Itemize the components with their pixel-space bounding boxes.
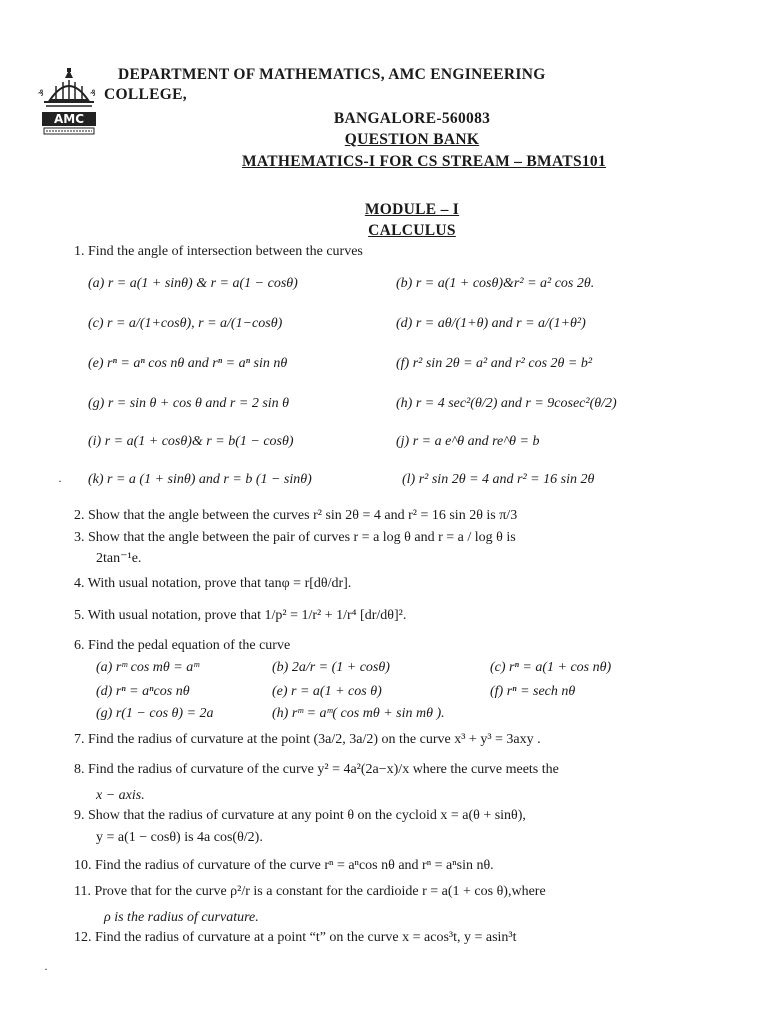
header-city: BANGALORE-560083 — [333, 110, 491, 127]
svg-text:₰: ₰ — [38, 89, 44, 99]
q1-item-a: (a) r = a(1 + sinθ) & r = a(1 − cosθ) — [88, 276, 298, 291]
question-3-line2: 2tan⁻¹e. — [96, 551, 142, 566]
q1-item-k: (k) r = a (1 + sinθ) and r = b (1 − sinθ) — [88, 472, 312, 487]
margin-dot: · — [44, 962, 48, 976]
question-12: 12. Find the radius of curvature at a point “t” on the curve x = acos³t, y = asin³t — [74, 930, 517, 945]
question-9-line1: 9. Show that the radius of curvature at any point θ on the cycloid x = a(θ + sinθ), — [74, 808, 526, 823]
header-question-bank: QUESTION BANK — [344, 131, 480, 148]
question-11-line2: ρ is the radius of curvature. — [104, 910, 259, 925]
q1-item-h: (h) r = 4 sec²(θ/2) and r = 9cosec²(θ/2) — [396, 396, 617, 411]
header-line2: COLLEGE, — [104, 86, 187, 103]
q6-item-a: (a) rᵐ cos mθ = aᵐ — [96, 660, 200, 675]
module-subtitle: CALCULUS — [368, 222, 456, 239]
question-5: 5. With usual notation, prove that 1/p² = 1/r² + 1/r⁴ [dr/dθ]². — [74, 608, 407, 623]
module-title: MODULE – I — [364, 201, 460, 218]
q1-item-j: (j) r = a e^θ and re^θ = b — [396, 434, 540, 449]
header-line1: DEPARTMENT OF MATHEMATICS, AMC ENGINEERING — [118, 66, 546, 83]
q6-item-h: (h) rᵐ = aᵐ( cos mθ + sin mθ ). — [272, 706, 445, 721]
q1-item-d: (d) r = aθ/(1+θ) and r = a/(1+θ²) — [396, 316, 586, 331]
question-2: 2. Show that the angle between the curves r² sin 2θ = 4 and r² = 16 sin 2θ is π/3 — [74, 508, 518, 523]
question-6: 6. Find the pedal equation of the curve — [74, 638, 291, 653]
q6-item-e: (e) r = a(1 + cos θ) — [272, 684, 382, 699]
question-8-line2: x − axis. — [96, 788, 145, 803]
question-4: 4. With usual notation, prove that tanφ = r[dθ/dr]. — [74, 576, 352, 591]
college-logo-icon — [34, 66, 104, 140]
margin-dot: · — [58, 474, 62, 488]
q6-item-f: (f) rⁿ = sech nθ — [490, 684, 576, 699]
question-8-line1: 8. Find the radius of curvature of the curve y² = 4a²(2a−x)/x where the curve meets the — [74, 762, 559, 777]
q1-item-b: (b) r = a(1 + cosθ)&r² = a² cos 2θ. — [396, 276, 595, 291]
q1-item-g: (g) r = sin θ + cos θ and r = 2 sin θ — [88, 396, 290, 411]
q6-item-d: (d) rⁿ = aⁿcos nθ — [96, 684, 190, 699]
question-10: 10. Find the radius of curvature of the curve rⁿ = aⁿcos nθ and rⁿ = aⁿsin nθ. — [74, 858, 494, 873]
svg-text:₰: ₰ — [90, 89, 96, 99]
q1-item-l: (l) r² sin 2θ = 4 and r² = 16 sin 2θ — [402, 472, 595, 487]
question-7: 7. Find the radius of curvature at the point (3a/2, 3a/2) on the curve x³ + y³ = 3axy . — [74, 732, 541, 747]
question-11-line1: 11. Prove that for the curve ρ²/r is a constant for the cardioide r = a(1 + cos θ),where — [74, 884, 546, 899]
question-9-line2: y = a(1 − cosθ) is 4a cos(θ/2). — [96, 830, 263, 845]
question-3-line1: 3. Show that the angle between the pair of curves r = a log θ and r = a / log θ is — [74, 530, 516, 545]
q1-item-e: (e) rⁿ = aⁿ cos nθ and rⁿ = aⁿ sin nθ — [88, 356, 288, 371]
q6-item-b: (b) 2a/r = (1 + cosθ) — [272, 660, 390, 675]
q1-item-c: (c) r = a/(1+cosθ), r = a/(1−cosθ) — [88, 316, 283, 331]
q6-item-g: (g) r(1 − cos θ) = 2a — [96, 706, 214, 721]
q1-item-i: (i) r = a(1 + cosθ)& r = b(1 − cosθ) — [88, 434, 294, 449]
header-course-title: MATHEMATICS-I FOR CS STREAM – BMATS101 — [241, 153, 607, 170]
logo-text: AMC — [53, 112, 85, 126]
q6-item-c: (c) rⁿ = a(1 + cos nθ) — [490, 660, 612, 675]
question-1: 1. Find the angle of intersection between the curves — [74, 244, 363, 259]
q1-item-f: (f) r² sin 2θ = a² and r² cos 2θ = b² — [396, 356, 593, 371]
